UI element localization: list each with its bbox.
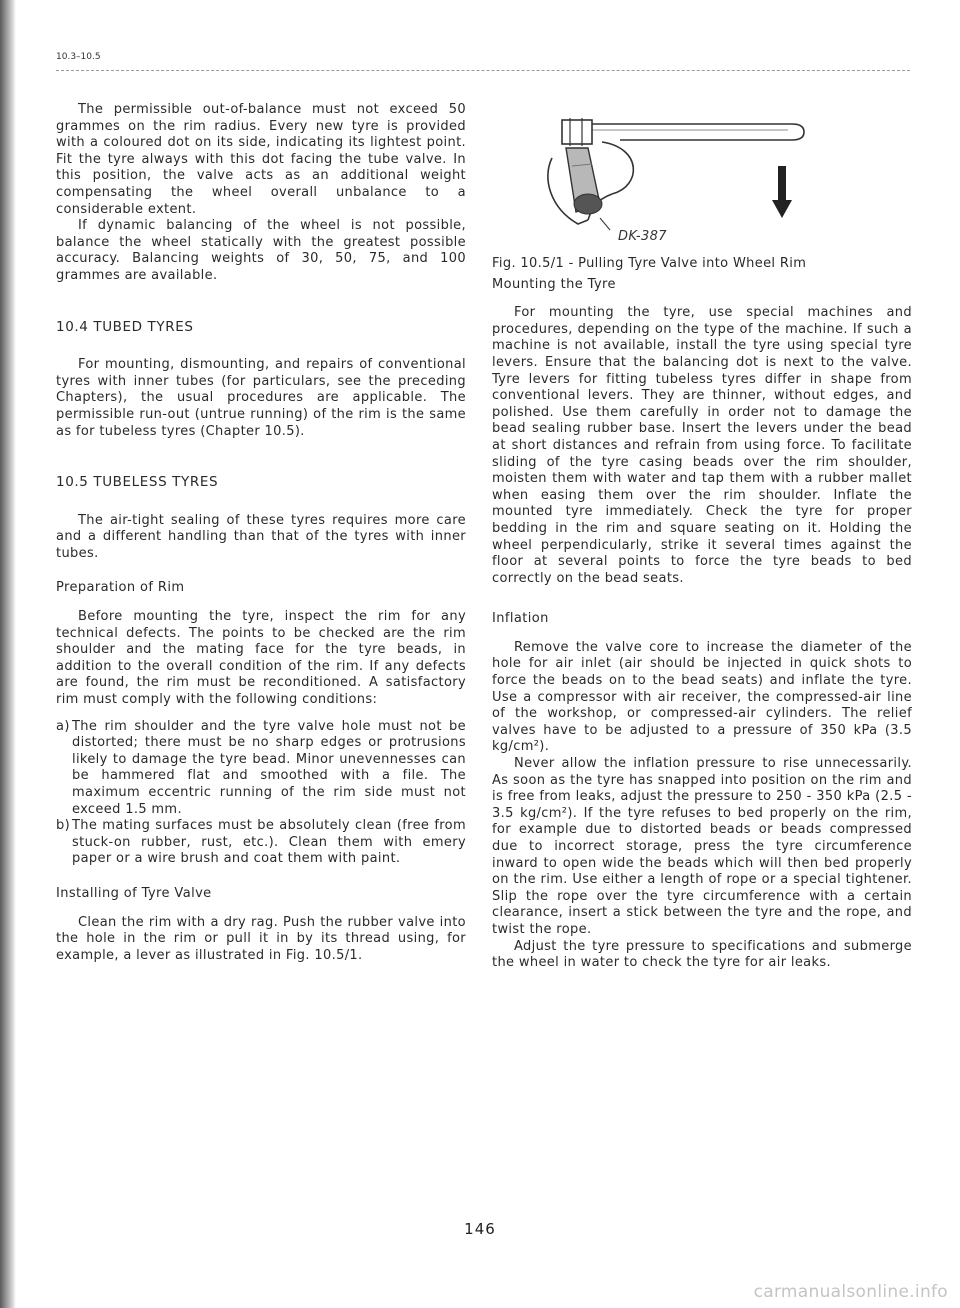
paragraph-installing-valve: Clean the rim with a dry rag. Push the rubber valve into the hole in the rim or pull it in by its thread using, for example, a lever as illustrated in Fig. 10.5/1.	[56, 914, 466, 963]
running-header: 10.3–10.5	[56, 52, 101, 62]
figure-label: DK-387	[618, 229, 667, 244]
paragraph-mounting-tyre: For mounting the tyre, use special machines and procedures, depending on the type of the machine. If such a machine is not available, install the tyre using special tyre levers. Ensure that the balancing dot is next to the valve. Tyre levers for fitting tubeless tyres differ in shape from conventional levers. They are thinner, without edges, and polished. Use them carefully in order not to damage the bead sealing rubber base. Insert the levers under the bead at short distances and refrain from using force. To facilitate sliding of the tyre casing beads over the rim shoulder, moisten them with water and tap them with a rubber mallet when easing them over the rim shoulder. Inflate the mounted tyre immediately. Check the tyre for proper bedding in the rim and square seating on it. Holding the wheel perpendicularly, strike it several times against the floor at several points to force the tyre beads to bed correctly on the bead seats.	[492, 305, 912, 586]
heading-preparation-of-rim: Preparation of Rim	[56, 580, 185, 596]
list-marker: b)	[56, 818, 71, 834]
figure-caption: Fig. 10.5/1 - Pulling Tyre Valve into Wheel Rim	[492, 256, 807, 271]
paragraph-static-balance: If dynamic balancing of the wheel is not possible, balance the wheel statically with the greatest possible accuracy. Balancing weights of 30, 50, 75, and 100 grammes are available.	[56, 218, 466, 283]
list-text: The rim shoulder and the tyre valve hole must not be distorted; there must be no sharp edges or protrusions likely to damage the tyre bead. Minor unevennesses can be hammered flat and smoothed with a file. The maximum eccentric running of the rim side must not exceed 1.5 mm.	[72, 718, 466, 817]
list-item	[56, 818, 466, 868]
paragraph-inflation-1: Remove the valve core to increase the diameter of the hole for air inlet (air should be injected in quick shots to force the beads on to the bead seats) and inflate the tyre. Use a compressor with air receiver, the compressed-air line of the workshop, or compressed-air cylinders. The relief valves have to be adjusted to a pressure of 350 kPa (3.5 kg/cm²).	[492, 639, 912, 755]
watermark-text: carmanualsonline.info	[753, 1282, 948, 1302]
paragraph-tubeless-tyres: The air-tight sealing of these tyres requires more care and a different handling than that of the tyres with inner tubes.	[56, 512, 466, 561]
valve-lever-drawing	[492, 108, 912, 248]
paragraph-inflation-3: Adjust the tyre pressure to specifications and submerge the wheel in water to check the tyre for air leaks.	[492, 938, 912, 971]
heading-tubed-tyres: 10.4 TUBED TYRES	[56, 318, 194, 335]
heading-installing-valve: Installing of Tyre Valve	[56, 885, 212, 901]
binding-edge	[0, 0, 16, 1308]
heading-tubeless-tyres: 10.5 TUBELESS TYRES	[56, 474, 219, 491]
list-marker: a)	[56, 718, 70, 734]
paragraph-preparation: Before mounting the tyre, inspect the rim for any technical defects. The points to be checked are the rim shoulder and the mating face for the tyre beads, in addition to the overall condition of the rim. If any defects are found, the rim must be reconditioned. A satisfactory rim must comply with the following conditions:	[56, 609, 466, 708]
paragraph-balance: The permissible out-of-balance must not exceed 50 grammes on the rim radius. Every new tyre is provided with a coloured dot on its side, indicating its lightest point. Fit the tyre always with this dot facing the tube valve. In this position, the valve acts as an additional weight compensating the wheel overall unbalance to a considerable extent.	[56, 102, 466, 217]
heading-inflation: Inflation	[492, 611, 549, 627]
page-number: 146	[464, 1220, 496, 1238]
list-item	[56, 719, 466, 819]
figure-valve-illustration	[492, 108, 912, 248]
right-column	[492, 108, 912, 972]
header-rule	[56, 70, 910, 71]
paragraph-inflation-2: Never allow the inflation pressure to rise unnecessarily. As soon as the tyre has snapped into position on the rim and is free from leaks, adjust the pressure to 250 - 350 kPa (2.5 - 3.5 kg/cm²). If the tyre refuses to bed properly on the rim, for example due to distorted beads or beads compressed due to incorrect storage, press the tyre circumference inward to open wide the beads which will then bed properly on the rim. Use either a length of rope or a special tightener. Slip the rope over the tyre circumference with a certain clearance, insert a stick between the tyre and the rope, and twist the rope.	[492, 756, 912, 937]
heading-mounting-tyre: Mounting the Tyre	[492, 276, 616, 292]
paragraph-tubed-tyres: For mounting, dismounting, and repairs of conventional tyres with inner tubes (for particulars, see the preceding Chapters), the usual procedures are applicable. The permissible run-out (untrue running) of the rim is the same as for tubeless tyres (Chapter 10.5).	[56, 357, 466, 439]
list-text: The mating surfaces must be absolutely clean (free from stuck-on rubber, rust, etc.). Clean them with emery paper or a wire brush and coat them with paint.	[72, 818, 466, 867]
left-column	[56, 102, 466, 964]
